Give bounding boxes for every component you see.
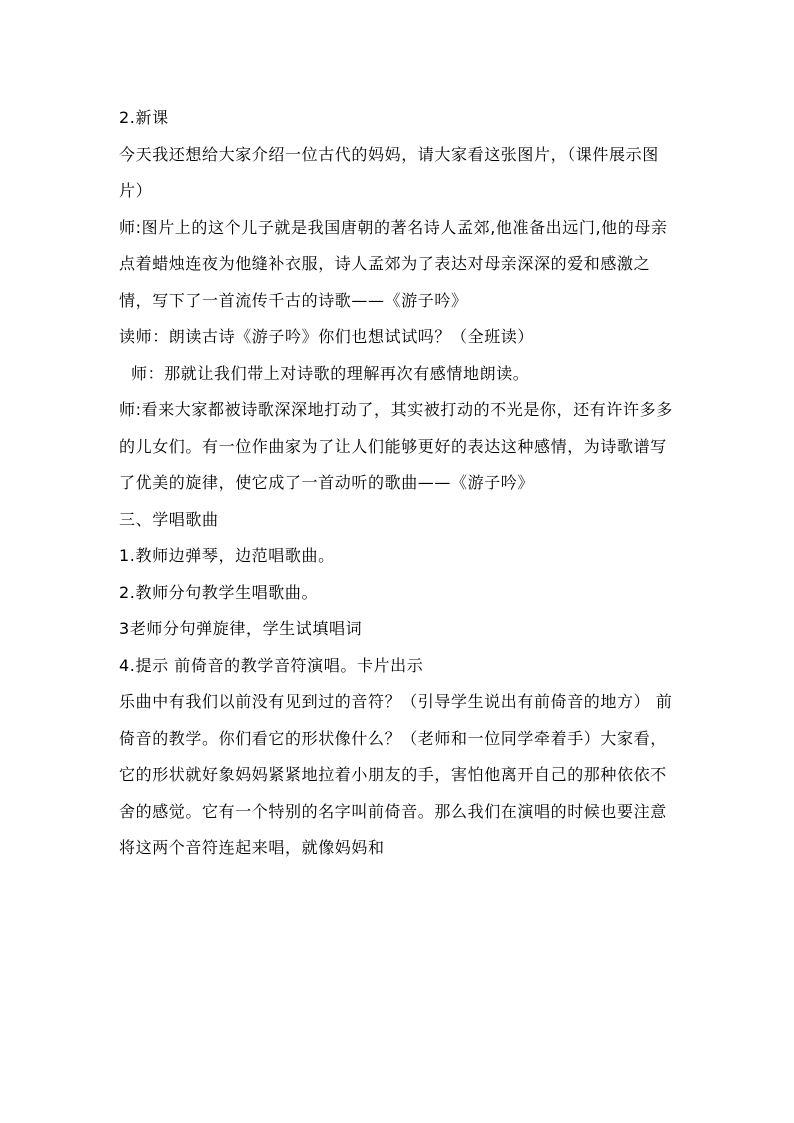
step-2: 2.教师分句教学生唱歌曲。: [119, 582, 319, 602]
section-heading-learn-song: 三、学唱歌曲: [119, 509, 219, 529]
step-3: 3老师分句弹旋律，学生试填唱词: [119, 619, 363, 638]
paragraph-teacher-meng-jiao: 师:图片上的这个儿子就是我国唐朝的著名诗人孟郊,他准备出远门,他的母亲点着蜡烛连夜为他缝补衣服，诗人孟郊为了表达对母亲深深的爱和感激之情，写下了一首流传千古的诗歌——《游子吟》: [119, 217, 668, 310]
paragraph-read-again: 师：那就让我们带上对诗歌的理解再次有感情地朗读。: [131, 363, 530, 383]
paragraph-grace-note: 乐曲中有我们以前没有见到过的音符？（引导学生说出有前倚音的地方） 前倚音的教学。你们看它的形状像什么？（老师和一位同学牵着手）大家看，它的形状就好象妈妈紧紧地拉着小朋友的手，害怕他离开自己的那种依依不舍的感觉。它有一个特别的名字叫前倚音。那么我们在演唱的时候也要注意将这两个音符连起来唱，就像妈妈和: [119, 692, 673, 857]
paragraph-intro: 今天我还想给大家介绍一位古代的妈妈，请大家看这张图片，（课件展示图片）: [119, 144, 659, 200]
section-heading-new-lesson: 2.新课: [119, 108, 169, 127]
step-1: 1.教师边弹琴，边范唱歌曲。: [119, 546, 335, 565]
paragraph-read-poem: 读师：朗读古诗《游子吟》你们也想试试吗？（全班读）: [119, 327, 535, 346]
document-body: [119, 100, 679, 867]
paragraph-composer: 师:看来大家都被诗歌深深地打动了，其实被打动的不光是你，还有许许多多的儿女们。有一位作曲家为了让人们能够更好的表达这种感情，为诗歌谱写了优美的旋律，使它成了一首动听的歌曲——《游子吟》: [119, 400, 673, 492]
step-4: 4.提示 前倚音的教学音符演唱。卡片出示: [119, 655, 424, 675]
